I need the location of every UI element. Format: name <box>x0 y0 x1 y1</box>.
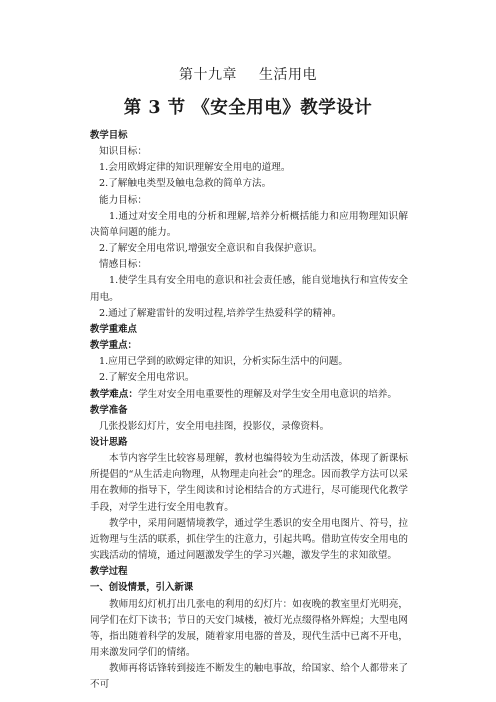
idea-heading: 设计思路 <box>90 436 128 448</box>
difficult-point <box>90 387 408 403</box>
idea-paragraph-2: 教学中，采用问题情境教学，通过学生悉识的安全用电图片、符号，拉近物理与生活的联系，抓住学生的注意力，引起共鸣。借助宣传安全用电的实践活动的情境，通过问题激发学生的学习兴趣，激发学生的求知欲望。 <box>90 517 408 562</box>
idea-paragraph-1: 本节内容学生比较容易理解，教材也编得较为生动活泼，体现了新课标所提倡的“从生活走向物理，从物理走向社会”的理念。因而教学方法可以采用在教师的指导下，学生阅读和讨论相结合的方式进行，尽可能现代化教学手段，对学生进行安全用电教育。 <box>90 453 408 513</box>
prep-text: 几张投影幻灯片，安全用电挂图，投影仪，录像资料。 <box>99 420 330 432</box>
key-point-2: 2.了解安全用电常识。 <box>99 372 195 384</box>
key-points-heading: 教学重点： <box>90 340 137 352</box>
chapter-number: 第十九章 <box>179 67 237 83</box>
emotion-item-1: 1.使学生具有安全用电的意识和社会责任感，能自觉地执行和宣传安全用电。 <box>90 275 408 303</box>
ability-label: 能力目标： <box>99 194 147 206</box>
prep-heading: 教学准备 <box>90 404 128 416</box>
ability-item-1: 1.通过对安全用电的分析和理解,培养分析概括能力和应用物理知识解决简单问题的能力。 <box>90 210 408 238</box>
knowledge-label: 知识目标： <box>99 146 147 158</box>
process-heading: 教学过程 <box>90 566 128 578</box>
chapter-name: 生活用电 <box>259 67 317 83</box>
difficult-label: 教学难点： <box>90 388 138 400</box>
page-title: 第 3 节 《安全用电》教学设计 <box>123 98 373 118</box>
step1-heading: 一、创设情景，引入新课 <box>90 582 194 594</box>
key-difficult-heading: 教学重难点 <box>90 323 137 335</box>
knowledge-item-1: 1.会用欧姆定律的知识理解安全用电的道理。 <box>99 162 291 174</box>
chapter-heading <box>0 64 496 84</box>
step1-paragraph-2: 教师再将话锋转到接连不断发生的触电事故，给国家、给个人都带来了不可 <box>90 663 408 691</box>
ability-item-2: 2.了解安全用电常识,增强安全意识和自我保护意识。 <box>99 243 323 255</box>
document-body <box>90 128 408 693</box>
emotion-item-2: 2.通过了解避雷针的发明过程,培养学生热爱科学的精神。 <box>99 307 342 319</box>
key-point-1: 1.应用已学到的欧姆定律的知识，分析实际生活中的问题。 <box>99 356 348 368</box>
objectives-heading: 教学目标 <box>90 130 128 141</box>
emotion-label: 情感目标： <box>99 259 147 271</box>
step1-paragraph-1: 教师用幻灯机打出几张电的利用的幻灯片：如夜晚的教室里灯光明亮，同学们在灯下读书；节日的天安门城楼，被灯光点缀得格外辉煌；大型电网等，指出随着科学的发展，随着家用电器的普及，现代生活中已离不开电，用来激发同学们的情绪。 <box>90 598 408 658</box>
knowledge-item-2: 2.了解触电类型及触电急救的简单方法。 <box>99 178 272 190</box>
difficult-text: 学生对安全用电重要性的理解及对学生安全用电意识的培养。 <box>137 388 397 400</box>
